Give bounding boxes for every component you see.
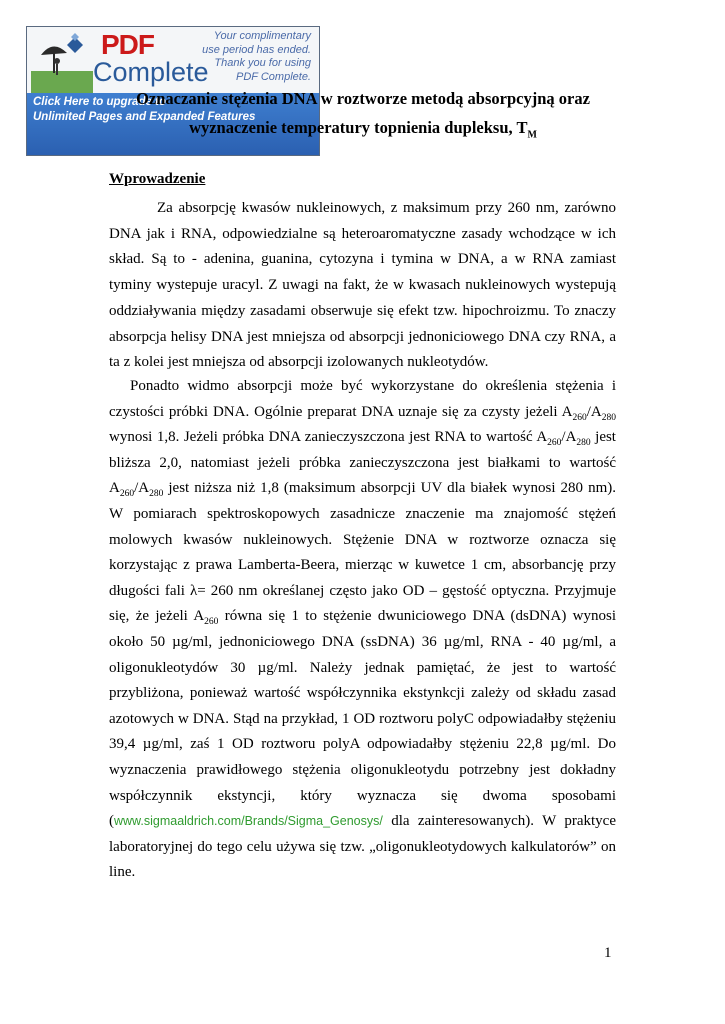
subscript: 260 — [204, 617, 219, 628]
promo-line: PDF Complete. — [236, 70, 311, 83]
section-heading: Wprowadzenie — [109, 171, 206, 187]
logo-pdf-text: PDF — [101, 29, 154, 60]
p2-text: równa się 1 to stężenie dwuniciowego DNA (dsDNA) wynosi około 50 µg/ml, jednoniciowego DNA (ssDNA) 36 µg/ml, RNA - 40 µg/ml, a oligonukleotydów 30 µg/ml. Należy jednak pamiętać, że jest to wartość przybliżona, ponieważ wartość współczynnika ekstynkcji zależy od składu zasad azotowych w DNA. Stąd na przykład, 1 OD roztworu polyC odpowiadałby stężeniu 39,4 µg/ml, zaś 1 OD roztworu polyA odpowiadałby stężeniu 22,8 µg/ml. Do wyznaczenia prawidłowego stężenia oligonukleotydu potrzebny jest dokładny współczynnik ekstyncji, który wyznacza się dwoma sposobami ( — [109, 608, 616, 830]
promo-line: use period has ended. — [202, 43, 311, 56]
p2-text: wynosi 1,8. Jeżeli próbka DNA zanieczyszczona jest RNA to wartość A — [109, 429, 548, 446]
umbrella-figure-icon — [31, 31, 93, 93]
promo-message — [187, 30, 311, 84]
title-subscript: M — [527, 129, 537, 141]
p2-text: jest niższa niż 1,8 (maksimum absorpcji UV dla białek wynosi 280 nm). W pomiarach spektroskopowych zasadnicze znaczenie ma znajomość stężeń molowych kwasów nukleinowych. Stężenie DNA w roztworze oznacza się korzystając z prawa Lamberta-Beera, mierząc w kuwetce 1 cm, absorbancję przy długości fali λ= 260 nm określanej często jako OD – gęstość optyczna. Przyjmuje się, że jeżeli A — [109, 480, 616, 625]
paragraph-2 — [109, 374, 616, 886]
sigma-genosys-link[interactable]: www.sigmaaldrich.com/Brands/Sigma_Genosys/ — [114, 814, 383, 829]
p2-text: /A — [134, 480, 150, 497]
subscript: 280 — [601, 412, 616, 423]
subscript: 260 — [572, 412, 587, 423]
subscript: 280 — [576, 438, 591, 449]
page-number: 1 — [604, 945, 612, 961]
upgrade-line[interactable]: Click Here to upgrade to — [33, 96, 166, 108]
p2-text: /A — [586, 403, 602, 420]
promo-line: Thank you for using — [214, 57, 311, 69]
logo-complete-text: Complete — [93, 57, 209, 87]
p2-text: Ponadto widmo absorpcji może być wykorzystane do określenia stężenia i czystości próbki DNA. Ogólnie preparat DNA uznaje się za czysty jeżeli A — [109, 378, 616, 420]
document-title-line2 — [26, 118, 700, 140]
document-title-line1: Oznaczanie stężenia DNA w roztworze metodą absorpcyjną oraz — [136, 89, 590, 108]
p2-text: jest bliższa 2,0, natomiast jeżeli próbka zanieczyszczona jest białkami to wartość A — [109, 429, 616, 497]
upgrade-line[interactable]: Unlimited Pages and Expanded Features — [33, 110, 256, 123]
subscript: 260 — [547, 438, 562, 449]
subscript: 280 — [149, 489, 164, 500]
title-text: wyznaczenie temperatury topnienia dupleksu, T — [189, 118, 528, 137]
paragraph-1: Za absorpcję kwasów nukleinowych, z maksimum przy 260 nm, zarówno DNA jak i RNA, odpowiedzialne są heteroaromatyczne zasady wchodzące w ich skład. Są to - adenina, guanina, cytozyna i tymina w DNA, a w RNA zamiast tyminy wystepuje uracyl. Z uwagi na fakt, że w kwasach nukleinowych wystepują oddziaływania między zasadami obserwuje się efekt tzw. hipochroizmu. To znaczy absorpcja helisy DNA jest mniejsza od absorpcji jednoniciowego DNA czy RNA, a ta z kolei jest mniejsza od absorpcji izolowanych nukleotydów. — [109, 200, 616, 371]
p2-text: dla zainteresowanych). W praktyce laboratoryjnej do tego celu używa się tzw. „oligonukleotydowych kalkulatorów” on line. — [109, 813, 616, 881]
subscript: 260 — [119, 489, 135, 500]
promo-line: Your complimentary — [213, 30, 311, 42]
p2-text: /A — [561, 429, 577, 446]
